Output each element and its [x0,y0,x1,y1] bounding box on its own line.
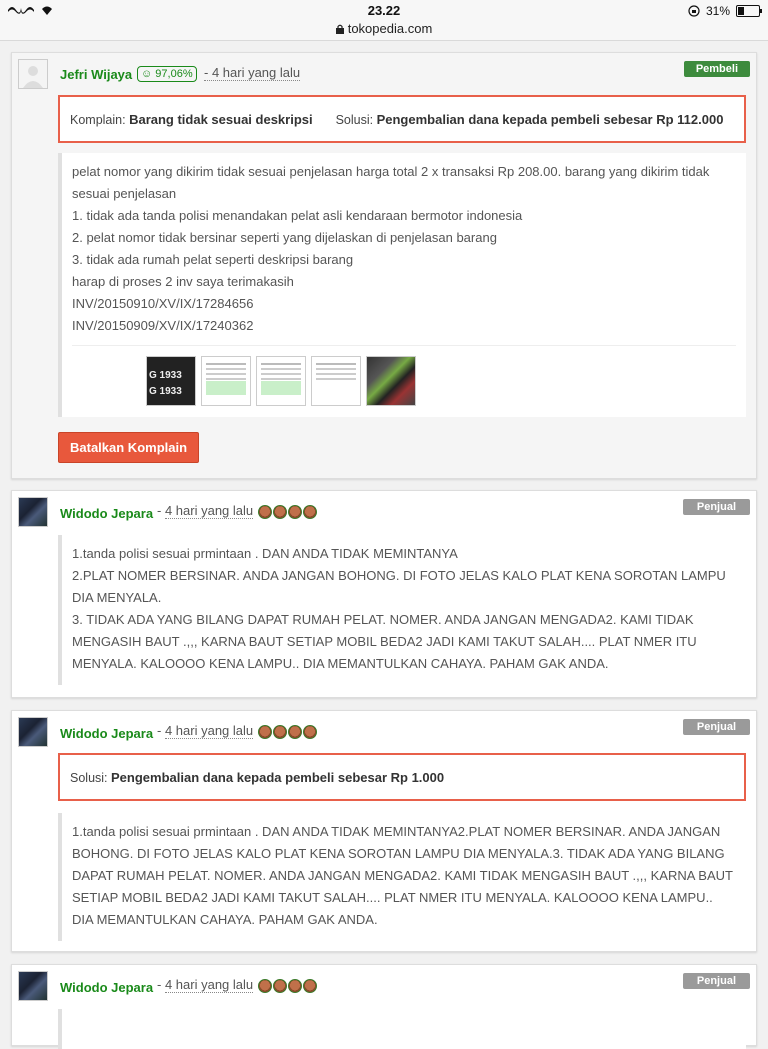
post-time: - 4 hari yang lalu [157,723,254,738]
rotation-lock-icon [688,5,700,17]
medal-icon [258,725,272,739]
medal-icon [288,505,302,519]
post-time: - 4 hari yang lalu [204,65,301,80]
battery-percent: 31% [705,4,730,18]
medal-icon [273,979,287,993]
text-line: 1.tanda polisi sesuai prmintaan . DAN ANDA TIDAK MEMINTANYA [72,546,458,561]
attachment-thumb[interactable]: G 1933 G 1933 [146,356,196,406]
post-time: - 4 hari yang lalu [157,977,254,992]
seller-medals [258,505,317,519]
medal-icon [303,725,317,739]
url-text: tokopedia.com [347,21,433,36]
complaint-box [58,95,746,143]
avatar [18,59,48,89]
status-right [688,4,760,18]
medal-icon [273,505,287,519]
avatar [18,971,48,1001]
medal-icon [258,505,272,519]
medal-icon [303,979,317,993]
text-line: INV/20150910/XV/IX/17284656 [72,296,254,311]
attachment-thumb[interactable] [366,356,416,406]
reply-text [58,813,746,941]
attachment-thumb[interactable] [201,356,251,406]
attachment-thumbnails [72,345,736,406]
medal-icon [288,725,302,739]
seller-medals [258,979,317,993]
lock-icon [336,22,344,37]
text-line: 1. tidak ada tanda polisi menandakan pelat asli kendaraan bermotor indonesia [72,208,523,223]
solution-label: Solusi: [70,771,108,785]
text-line: 3. TIDAK ADA YANG BILANG DAPAT RUMAH PELAT. NOMER. ANDA JANGAN MENGADA2. KAMI TIDAK MENGASIH BAUT .,,, KARNA BAUT SETIAP MOBIL BEDA2 JADI KAMI TAKUT SALAH.... PLAT NMER ITU MENYALA. KALOOOO KENA LAMPU.. DIA MEMANTULKAN CAHAYA. PAHAM GAK ANDA. [72,612,697,671]
comment-card-seller [11,490,757,698]
text-paragraph: 1.tanda polisi sesuai prmintaan . DAN ANDA TIDAK MEMINTANYA2.PLAT NOMER BERSINAR. ANDA JANGAN BOHONG. DI FOTO JELAS KALO PLAT KENA SOROTAN LAMPU DIA MENYALA.3. TIDAK ADA YANG BILANG DAPAT RUMAH PELAT. NOMER. ANDA JANGAN MENGADA2. KAMI TIDAK MENGASIH BAUT .,,, KARNA BAUT SETIAP MOBIL BEDA2 JADI KAMI TAKUT SALAH.... PLAT NMER ITU MENYALA. KALOOOO KENA LAMPU.. DIA MEMANTULKAN CAHAYA. PAHAM GAK ANDA. [72,824,733,927]
solution-label: Solusi: [335,113,374,127]
complaint-label: Komplain: [70,113,126,127]
reply-text [58,1009,746,1049]
solution-box [58,753,746,801]
complaint-value: Barang tidak sesuai deskripsi [129,112,313,127]
medal-icon [303,505,317,519]
text-line: pelat nomor yang dikirim tidak sesuai penjelasan harga total 2 x transaksi Rp 208.00. barang yang dikirim tidak sesuai penjelasan [72,164,710,201]
user-name[interactable]: Jefri Wijaya [60,67,133,82]
post-time: - 4 hari yang lalu [157,503,254,518]
reputation-value: 97,06% [155,68,193,80]
reply-text [58,535,746,685]
comment-card-seller [11,964,757,1046]
avatar [18,497,48,527]
user-name[interactable]: Widodo Jepara [60,506,154,521]
role-badge: Penjual [683,719,750,735]
comment-card-seller [11,710,757,952]
reputation-badge[interactable] [137,66,197,82]
text-line: 3. tidak ada rumah pelat seperti deskripsi barang [72,252,354,267]
avatar [18,717,48,747]
complaint-text [58,153,746,417]
user-name[interactable]: Widodo Jepara [60,726,154,741]
role-badge: Penjual [683,973,750,989]
medal-icon [258,979,272,993]
status-bar [0,0,768,41]
clock: 23.22 [367,3,401,18]
text-line: 2.PLAT NOMER BERSINAR. ANDA JANGAN BOHONG. DI FOTO JELAS KALO PLAT KENA SOROTAN LAMPU DIA MENYALA. [72,568,726,605]
cancel-complaint-button[interactable]: Batalkan Komplain [58,432,199,463]
user-name[interactable]: Widodo Jepara [60,980,154,995]
role-badge: Penjual [683,499,750,515]
battery-icon [736,5,760,17]
medal-icon [273,725,287,739]
text-line: 2. pelat nomor tidak bersinar seperti yang dijelaskan di penjelasan barang [72,230,497,245]
text-line: harap di proses 2 inv saya terimakasih [72,274,294,289]
attachment-thumb[interactable] [311,356,361,406]
seller-medals [258,725,317,739]
role-badge: Pembeli [684,61,750,77]
solution-value: Pengembalian dana kepada pembeli sebesar Rp 1.000 [111,770,445,785]
solution-value: Pengembalian dana kepada pembeli sebesar Rp 112.000 [376,112,724,127]
address-bar[interactable] [0,21,768,37]
text-line: INV/20150909/XV/IX/17240362 [72,318,254,333]
attachment-thumb[interactable] [256,356,306,406]
comment-card-buyer [11,52,757,479]
medal-icon [288,979,302,993]
smile-icon: ☺ [141,68,153,80]
